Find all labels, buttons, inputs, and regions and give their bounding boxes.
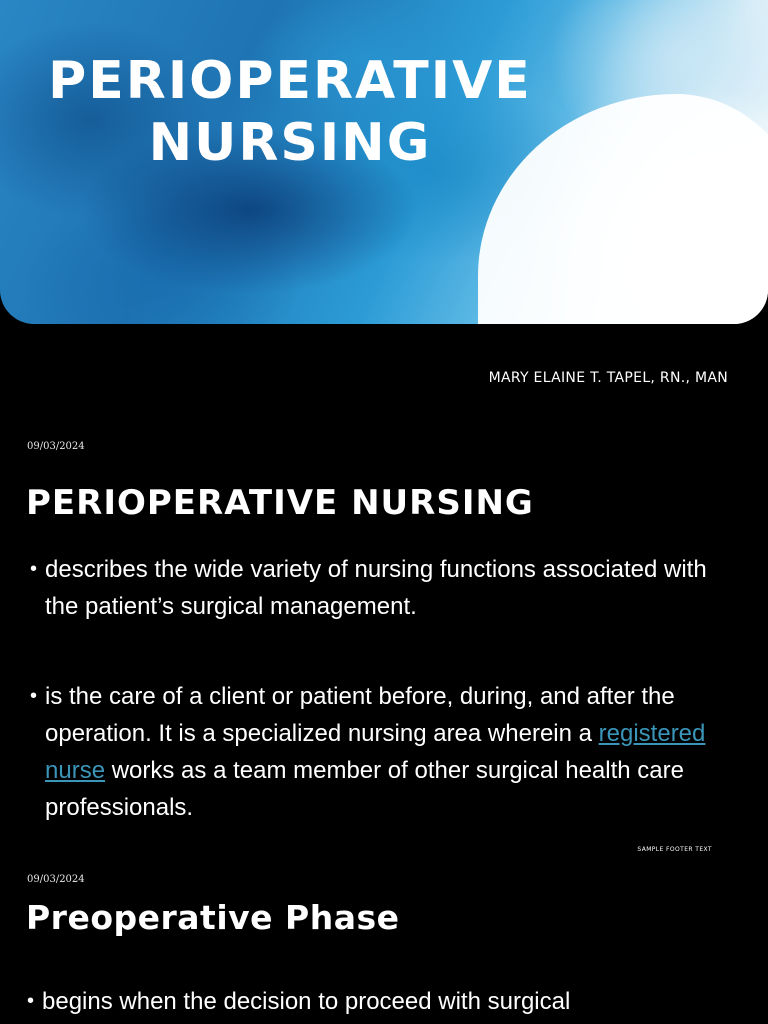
slide-date: 09/03/2024	[27, 874, 85, 885]
slide-heading: Preoperative Phase	[26, 898, 400, 937]
slide-date: 09/03/2024	[27, 441, 85, 452]
bullet-item	[27, 983, 738, 1020]
title-line-2: NURSING	[148, 113, 432, 173]
bullet-dot: •	[30, 685, 38, 707]
bullet-item	[30, 678, 738, 826]
bullet-dot: •	[27, 990, 35, 1012]
title-line-1: PERIOPERATIVE	[48, 51, 532, 111]
bullet-text: begins when the decision to proceed with surgical	[42, 988, 571, 1015]
bullet-text: describes the wide variety of nursing functions associated with the patient’s surgical management.	[45, 556, 707, 620]
title-slide-heading	[0, 50, 580, 174]
slide-footer: SAMPLE FOOTER TEXT	[637, 846, 712, 853]
bullet-text-part: is the care of a client or patient before, during, and after the operation. It is a specialized nursing area wherein a	[45, 683, 675, 747]
slide-heading: PERIOPERATIVE NURSING	[26, 483, 534, 523]
bullet-text-part: works as a team member of other surgical health care professionals.	[45, 757, 684, 821]
bullet-item	[30, 551, 738, 625]
title-slide-hero-image	[0, 0, 768, 324]
registered-nurse-link[interactable]: registered nurse	[45, 720, 706, 784]
author-name: MARY ELAINE T. TAPEL, RN., MAN	[488, 370, 728, 386]
bullet-dot: •	[30, 558, 38, 580]
bullet-text	[45, 678, 738, 826]
